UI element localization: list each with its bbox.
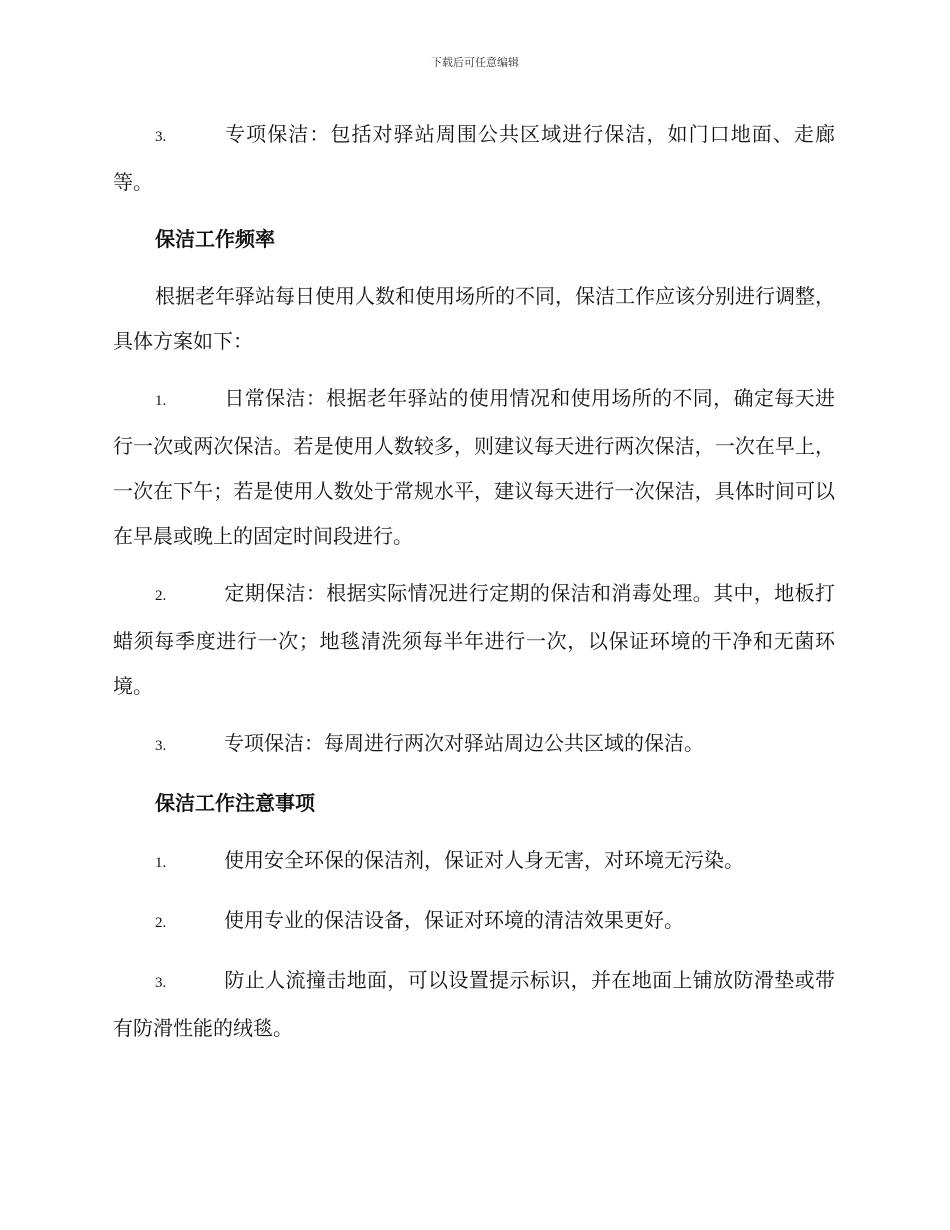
list-item-text: 日常保洁：根据老年驿站的使用情况和使用场所的不同，确定每天进行一次或两次保洁。若是使用人数较多，则建议每天进行两次保洁，一次在早上，一次在下午；若是使用人数处于常规水平，建议每天进行一次保洁，具体时间可以在早晨或晚上的固定时间段进行。 xyxy=(113,386,835,548)
section-heading: 保洁工作注意事项 xyxy=(155,791,315,815)
list-item-number: 2. xyxy=(155,588,167,604)
list-item xyxy=(113,958,835,1051)
list-item-number: 3. xyxy=(155,975,167,991)
list-item xyxy=(113,721,835,769)
list-item-text: 专项保洁：每周进行两次对驿站周边公共区域的保洁。 xyxy=(224,731,704,755)
list-item-text: 定期保洁：根据实际情况进行定期的保洁和消毒处理。其中，地板打蜡须每季度进行一次；地毯清洗须每半年进行一次，以保证环境的干净和无菌环境。 xyxy=(113,581,835,698)
list-item xyxy=(113,571,835,709)
section-heading: 保洁工作频率 xyxy=(155,227,275,251)
page-header: 下载后可任意编辑 xyxy=(431,56,519,69)
list-item xyxy=(113,376,835,559)
list-item-number: 1. xyxy=(155,393,167,409)
list-item-number: 3. xyxy=(155,129,167,145)
list-item xyxy=(113,112,835,205)
paragraph: 根据老年驿站每日使用人数和使用场所的不同，保洁工作应该分别进行调整，具体方案如下： xyxy=(113,284,835,353)
list-item xyxy=(113,898,835,946)
document-body xyxy=(113,112,835,1063)
list-item-text: 使用专业的保洁设备，保证对环境的清洁效果更好。 xyxy=(224,908,684,932)
list-item-text: 使用安全环保的保洁剂，保证对人身无害，对环境无污染。 xyxy=(224,848,744,872)
list-item-number: 3. xyxy=(155,738,167,754)
list-item xyxy=(113,838,835,886)
list-item-number: 2. xyxy=(155,915,167,931)
list-item-number: 1. xyxy=(155,855,167,871)
list-item-text: 专项保洁：包括对驿站周围公共区域进行保洁，如门口地面、走廊等。 xyxy=(113,122,835,194)
list-item-text: 防止人流撞击地面，可以设置提示标识，并在地面上铺放防滑垫或带有防滑性能的绒毯。 xyxy=(113,968,835,1040)
